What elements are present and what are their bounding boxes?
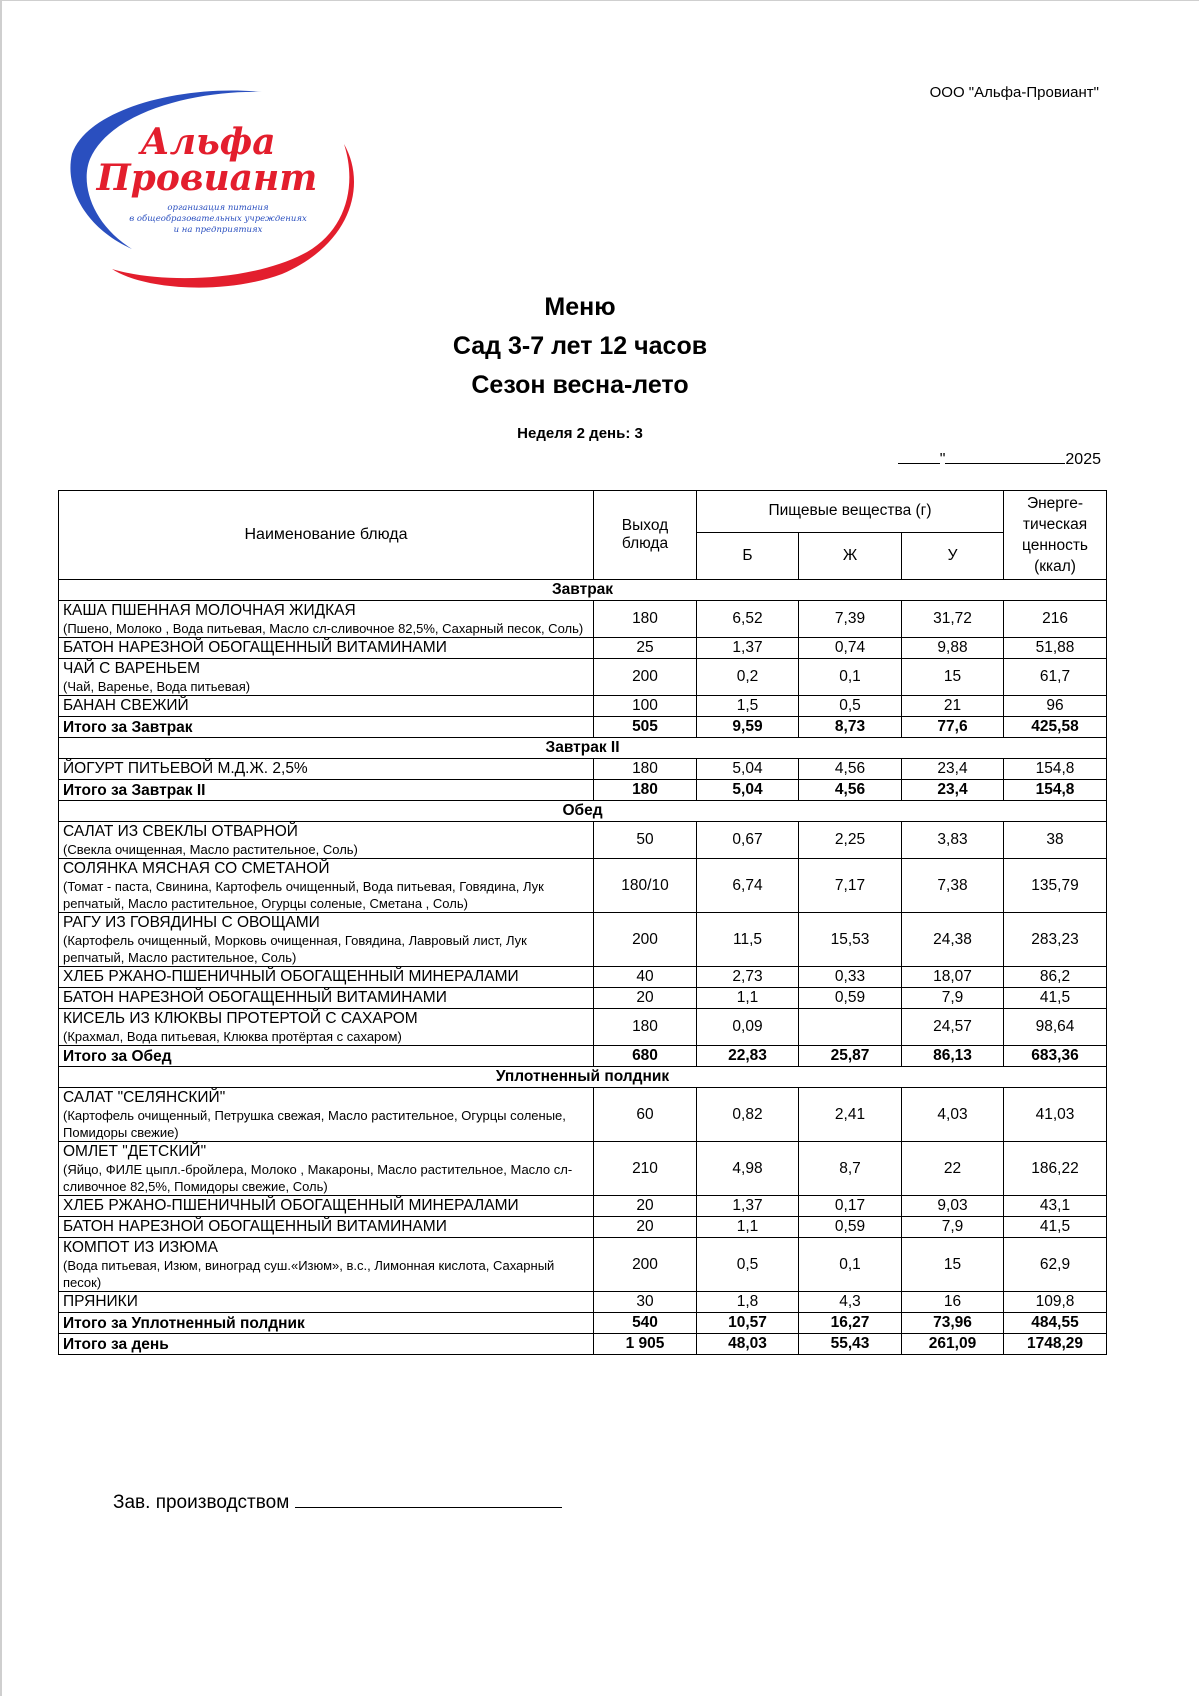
dish-name-cell [59, 638, 594, 659]
yield-cell: 20 [594, 988, 697, 1009]
protein-cell: 1,1 [697, 1217, 799, 1238]
protein-cell: 0,5 [697, 1238, 799, 1292]
menu-table [58, 490, 1107, 1355]
dish-row [59, 967, 1107, 988]
company-logo [52, 84, 364, 292]
carbs-cell: 23,4 [902, 759, 1004, 780]
protein-cell: 11,5 [697, 913, 799, 967]
yield-cell: 200 [594, 1238, 697, 1292]
dish-name: СОЛЯНКА МЯСНАЯ СО СМЕТАНОЙ [63, 860, 330, 877]
kcal-cell: 38 [1004, 822, 1107, 859]
date-day-blank [898, 448, 940, 464]
yield-cell: 1 905 [594, 1334, 697, 1355]
dish-name-cell [59, 1142, 594, 1196]
logo-tagline-1: организация питания [167, 203, 269, 213]
yield-cell: 680 [594, 1046, 697, 1067]
kcal-cell: 41,03 [1004, 1088, 1107, 1142]
dish-ingredients: (Томат - паста, Свинина, Картофель очищенный, Вода питьевая, Говядина, Лук репчатый, Масло растительное, Огурцы соленые, Сметана , Соль) [63, 879, 544, 911]
dish-row [59, 759, 1107, 780]
dish-row [59, 1196, 1107, 1217]
dish-row [59, 1088, 1107, 1142]
logo-tagline-2: в общеобразовательных учреждениях [129, 214, 307, 224]
dish-name-cell [59, 1196, 594, 1217]
yield-cell: 20 [594, 1217, 697, 1238]
menu-body [59, 580, 1107, 1355]
kcal-cell: 154,8 [1004, 759, 1107, 780]
dish-name: ЧАЙ С ВАРЕНЬЕМ [63, 660, 201, 677]
dish-name-cell [59, 913, 594, 967]
dish-name: БАТОН НАРЕЗНОЙ ОБОГАЩЕННЫЙ ВИТАМИНАМИ [63, 989, 447, 1006]
dish-row [59, 913, 1107, 967]
carbs-cell: 16 [902, 1292, 1004, 1313]
dish-name: КИСЕЛЬ ИЗ КЛЮКВЫ ПРОТЕРТОЙ С САХАРОМ [63, 1010, 418, 1027]
header-carbs: У [902, 532, 1004, 579]
section-total-label: Итого за Уплотненный полдник [59, 1313, 594, 1334]
protein-cell: 5,04 [697, 780, 799, 801]
carbs-cell: 22 [902, 1142, 1004, 1196]
protein-cell: 2,73 [697, 967, 799, 988]
yield-cell: 180/10 [594, 859, 697, 913]
dish-name-cell [59, 988, 594, 1009]
yield-cell: 505 [594, 717, 697, 738]
dish-row [59, 659, 1107, 696]
logo-name-line2: Провиант [96, 157, 318, 199]
week-day: Неделя 2 день: 3 [517, 425, 643, 442]
dish-ingredients: (Вода питьевая, Изюм, виноград суш.«Изюм», в.с., Лимонная кислота, Сахарный песок) [63, 1258, 555, 1290]
protein-cell: 0,67 [697, 822, 799, 859]
dish-ingredients: (Яйцо, ФИЛЕ цыпл.-бройлера, Молоко , Макароны, Масло растительное, Масло сл-сливочное 82,5%, Помидоры свежие, Соль) [63, 1162, 573, 1194]
dish-name-cell [59, 659, 594, 696]
yield-cell: 40 [594, 967, 697, 988]
kcal-cell: 62,9 [1004, 1238, 1107, 1292]
section-header-row [59, 738, 1107, 759]
section-total-label: Итого за Завтрак [59, 717, 594, 738]
dish-name: ПРЯНИКИ [63, 1293, 138, 1310]
dish-row [59, 696, 1107, 717]
section-total-row [59, 717, 1107, 738]
kcal-cell: 1748,29 [1004, 1334, 1107, 1355]
section-title: Уплотненный полдник [59, 1067, 1107, 1088]
yield-cell: 25 [594, 638, 697, 659]
dish-ingredients: (Свекла очищенная, Масло растительное, Соль) [63, 842, 358, 857]
kcal-cell: 154,8 [1004, 780, 1107, 801]
carbs-cell: 73,96 [902, 1313, 1004, 1334]
dish-row [59, 1238, 1107, 1292]
fat-cell: 4,56 [799, 759, 902, 780]
date-year: 2025 [1065, 451, 1101, 468]
dish-row [59, 1142, 1107, 1196]
fat-cell: 0,5 [799, 696, 902, 717]
fat-cell: 15,53 [799, 913, 902, 967]
carbs-cell: 86,13 [902, 1046, 1004, 1067]
dish-name: КОМПОТ ИЗ ИЗЮМА [63, 1239, 219, 1256]
dish-name: РАГУ ИЗ ГОВЯДИНЫ С ОВОЩАМИ [63, 914, 320, 931]
dish-name-cell [59, 1009, 594, 1046]
yield-cell: 180 [594, 780, 697, 801]
yield-cell: 200 [594, 913, 697, 967]
carbs-cell: 23,4 [902, 780, 1004, 801]
dish-name: БАТОН НАРЕЗНОЙ ОБОГАЩЕННЫЙ ВИТАМИНАМИ [63, 639, 447, 656]
carbs-cell: 24,38 [902, 913, 1004, 967]
protein-cell: 5,04 [697, 759, 799, 780]
dish-name-cell [59, 859, 594, 913]
fat-cell: 0,1 [799, 1238, 902, 1292]
kcal-cell: 425,58 [1004, 717, 1107, 738]
carbs-cell: 7,38 [902, 859, 1004, 913]
dish-ingredients: (Картофель очищенный, Петрушка свежая, Масло растительное, Огурцы соленые, Помидоры свежие) [63, 1108, 566, 1140]
dish-row [59, 822, 1107, 859]
carbs-cell: 9,03 [902, 1196, 1004, 1217]
protein-cell: 0,2 [697, 659, 799, 696]
menu-group: Сад 3-7 лет 12 часов [452, 332, 708, 360]
carbs-cell: 9,88 [902, 638, 1004, 659]
dish-name-cell [59, 967, 594, 988]
fat-cell: 7,39 [799, 601, 902, 638]
header-fat: Ж [799, 532, 902, 579]
fat-cell: 16,27 [799, 1313, 902, 1334]
carbs-cell: 15 [902, 1238, 1004, 1292]
dish-name-cell [59, 696, 594, 717]
fat-cell: 55,43 [799, 1334, 902, 1355]
protein-cell: 1,1 [697, 988, 799, 1009]
dish-row [59, 1292, 1107, 1313]
protein-cell: 22,83 [697, 1046, 799, 1067]
kcal-cell: 41,5 [1004, 988, 1107, 1009]
header-protein: Б [697, 532, 799, 579]
dish-row [59, 859, 1107, 913]
section-total-row [59, 1313, 1107, 1334]
yield-cell: 100 [594, 696, 697, 717]
kcal-cell: 283,23 [1004, 913, 1107, 967]
fat-cell: 8,73 [799, 717, 902, 738]
kcal-cell: 135,79 [1004, 859, 1107, 913]
carbs-cell: 18,07 [902, 967, 1004, 988]
fat-cell: 2,41 [799, 1088, 902, 1142]
signature-label: Зав. производством [113, 1492, 290, 1513]
section-title: Обед [59, 801, 1107, 822]
header-dish-name: Наименование блюда [59, 491, 594, 580]
section-header-row [59, 580, 1107, 601]
dish-name: ХЛЕБ РЖАНО-ПШЕНИЧНЫЙ ОБОГАЩЕННЫЙ МИНЕРАЛАМИ [63, 968, 519, 985]
section-header-row [59, 1067, 1107, 1088]
dish-name: ЙОГУРТ ПИТЬЕВОЙ М.Д.Ж. 2,5% [63, 760, 308, 777]
fat-cell: 4,3 [799, 1292, 902, 1313]
dish-row [59, 1217, 1107, 1238]
menu-titles [0, 288, 1160, 405]
signature-block [113, 1492, 562, 1514]
header-nutrients: Пищевые вещества (г) [697, 491, 1004, 533]
fat-cell: 7,17 [799, 859, 902, 913]
fat-cell: 2,25 [799, 822, 902, 859]
fat-cell: 8,7 [799, 1142, 902, 1196]
carbs-cell: 7,9 [902, 988, 1004, 1009]
section-header-row [59, 801, 1107, 822]
dish-name-cell [59, 601, 594, 638]
carbs-cell: 3,83 [902, 822, 1004, 859]
kcal-cell: 43,1 [1004, 1196, 1107, 1217]
carbs-cell: 24,57 [902, 1009, 1004, 1046]
kcal-cell: 96 [1004, 696, 1107, 717]
kcal-cell: 186,22 [1004, 1142, 1107, 1196]
kcal-cell: 86,2 [1004, 967, 1107, 988]
yield-cell: 200 [594, 659, 697, 696]
yield-cell: 210 [594, 1142, 697, 1196]
menu-season: Сезон весна-лето [471, 371, 689, 399]
dish-name-cell [59, 1088, 594, 1142]
dish-name-cell [59, 759, 594, 780]
protein-cell: 0,09 [697, 1009, 799, 1046]
dish-name: БАТОН НАРЕЗНОЙ ОБОГАЩЕННЫЙ ВИТАМИНАМИ [63, 1218, 447, 1235]
carbs-cell: 7,9 [902, 1217, 1004, 1238]
company-name: ООО "Альфа-Провиант" [929, 84, 1099, 101]
fat-cell [799, 1009, 902, 1046]
kcal-cell: 683,36 [1004, 1046, 1107, 1067]
fat-cell: 0,74 [799, 638, 902, 659]
day-total-label: Итого за день [59, 1334, 594, 1355]
logo-name-line1: Альфа [140, 121, 276, 163]
date-line [898, 448, 1101, 469]
kcal-cell: 41,5 [1004, 1217, 1107, 1238]
signature-line [295, 1492, 562, 1508]
carbs-cell: 15 [902, 659, 1004, 696]
logo-tagline-3: и на предприятиях [173, 225, 263, 235]
carbs-cell: 31,72 [902, 601, 1004, 638]
dish-name-cell [59, 1292, 594, 1313]
yield-cell: 30 [594, 1292, 697, 1313]
page-edge-top [0, 0, 1199, 1]
kcal-cell: 109,8 [1004, 1292, 1107, 1313]
dish-row [59, 638, 1107, 659]
dish-name: БАНАН СВЕЖИЙ [63, 697, 189, 714]
protein-cell: 6,74 [697, 859, 799, 913]
section-total-row [59, 780, 1107, 801]
dish-ingredients: (Крахмал, Вода питьевая, Клюква протёртая с сахаром) [63, 1029, 402, 1044]
dish-ingredients: (Чай, Варенье, Вода питьевая) [63, 679, 251, 694]
protein-cell: 6,52 [697, 601, 799, 638]
dish-row [59, 988, 1107, 1009]
dish-name: ХЛЕБ РЖАНО-ПШЕНИЧНЫЙ ОБОГАЩЕННЫЙ МИНЕРАЛАМИ [63, 1197, 519, 1214]
date-quote: " [939, 451, 946, 468]
protein-cell: 4,98 [697, 1142, 799, 1196]
yield-cell: 50 [594, 822, 697, 859]
carbs-cell: 261,09 [902, 1334, 1004, 1355]
fat-cell: 0,17 [799, 1196, 902, 1217]
section-title: Завтрак II [59, 738, 1107, 759]
fat-cell: 4,56 [799, 780, 902, 801]
dish-ingredients: (Картофель очищенный, Морковь очищенная, Говядина, Лавровый лист, Лук репчатый, Масло растительное, Соль) [63, 933, 527, 965]
section-title: Завтрак [59, 580, 1107, 601]
fat-cell: 0,59 [799, 988, 902, 1009]
protein-cell: 0,82 [697, 1088, 799, 1142]
dish-name: САЛАТ "СЕЛЯНСКИЙ" [63, 1089, 226, 1106]
kcal-cell: 98,64 [1004, 1009, 1107, 1046]
fat-cell: 25,87 [799, 1046, 902, 1067]
kcal-cell: 51,88 [1004, 638, 1107, 659]
page-edge-left [0, 0, 2, 1696]
dish-name-cell [59, 1217, 594, 1238]
yield-cell: 60 [594, 1088, 697, 1142]
protein-cell: 9,59 [697, 717, 799, 738]
yield-cell: 180 [594, 1009, 697, 1046]
dish-row [59, 601, 1107, 638]
yield-cell: 20 [594, 1196, 697, 1217]
fat-cell: 0,1 [799, 659, 902, 696]
carbs-cell: 77,6 [902, 717, 1004, 738]
dish-ingredients: (Пшено, Молоко , Вода питьевая, Масло сл-сливочное 82,5%, Сахарный песок, Соль) [63, 621, 584, 636]
header-energy: Энерге-тическая ценность (ккал) [1004, 491, 1107, 580]
protein-cell: 1,37 [697, 1196, 799, 1217]
section-total-row [59, 1046, 1107, 1067]
yield-cell: 180 [594, 759, 697, 780]
protein-cell: 1,37 [697, 638, 799, 659]
protein-cell: 10,57 [697, 1313, 799, 1334]
dish-name-cell [59, 822, 594, 859]
dish-name: САЛАТ ИЗ СВЕКЛЫ ОТВАРНОЙ [63, 823, 298, 840]
dish-row [59, 1009, 1107, 1046]
header-yield: Выход блюда [594, 491, 697, 580]
dish-name: ОМЛЕТ "ДЕТСКИЙ" [63, 1143, 207, 1160]
kcal-cell: 484,55 [1004, 1313, 1107, 1334]
protein-cell: 1,8 [697, 1292, 799, 1313]
kcal-cell: 61,7 [1004, 659, 1107, 696]
day-total-row [59, 1334, 1107, 1355]
fat-cell: 0,33 [799, 967, 902, 988]
carbs-cell: 4,03 [902, 1088, 1004, 1142]
menu-title: Меню [544, 293, 616, 321]
dish-name: КАША ПШЕННАЯ МОЛОЧНАЯ ЖИДКАЯ [63, 602, 356, 619]
carbs-cell: 21 [902, 696, 1004, 717]
dish-name-cell [59, 1238, 594, 1292]
protein-cell: 48,03 [697, 1334, 799, 1355]
date-month-blank [945, 448, 1065, 464]
yield-cell: 540 [594, 1313, 697, 1334]
kcal-cell: 216 [1004, 601, 1107, 638]
protein-cell: 1,5 [697, 696, 799, 717]
section-total-label: Итого за Завтрак II [59, 780, 594, 801]
fat-cell: 0,59 [799, 1217, 902, 1238]
section-total-label: Итого за Обед [59, 1046, 594, 1067]
yield-cell: 180 [594, 601, 697, 638]
